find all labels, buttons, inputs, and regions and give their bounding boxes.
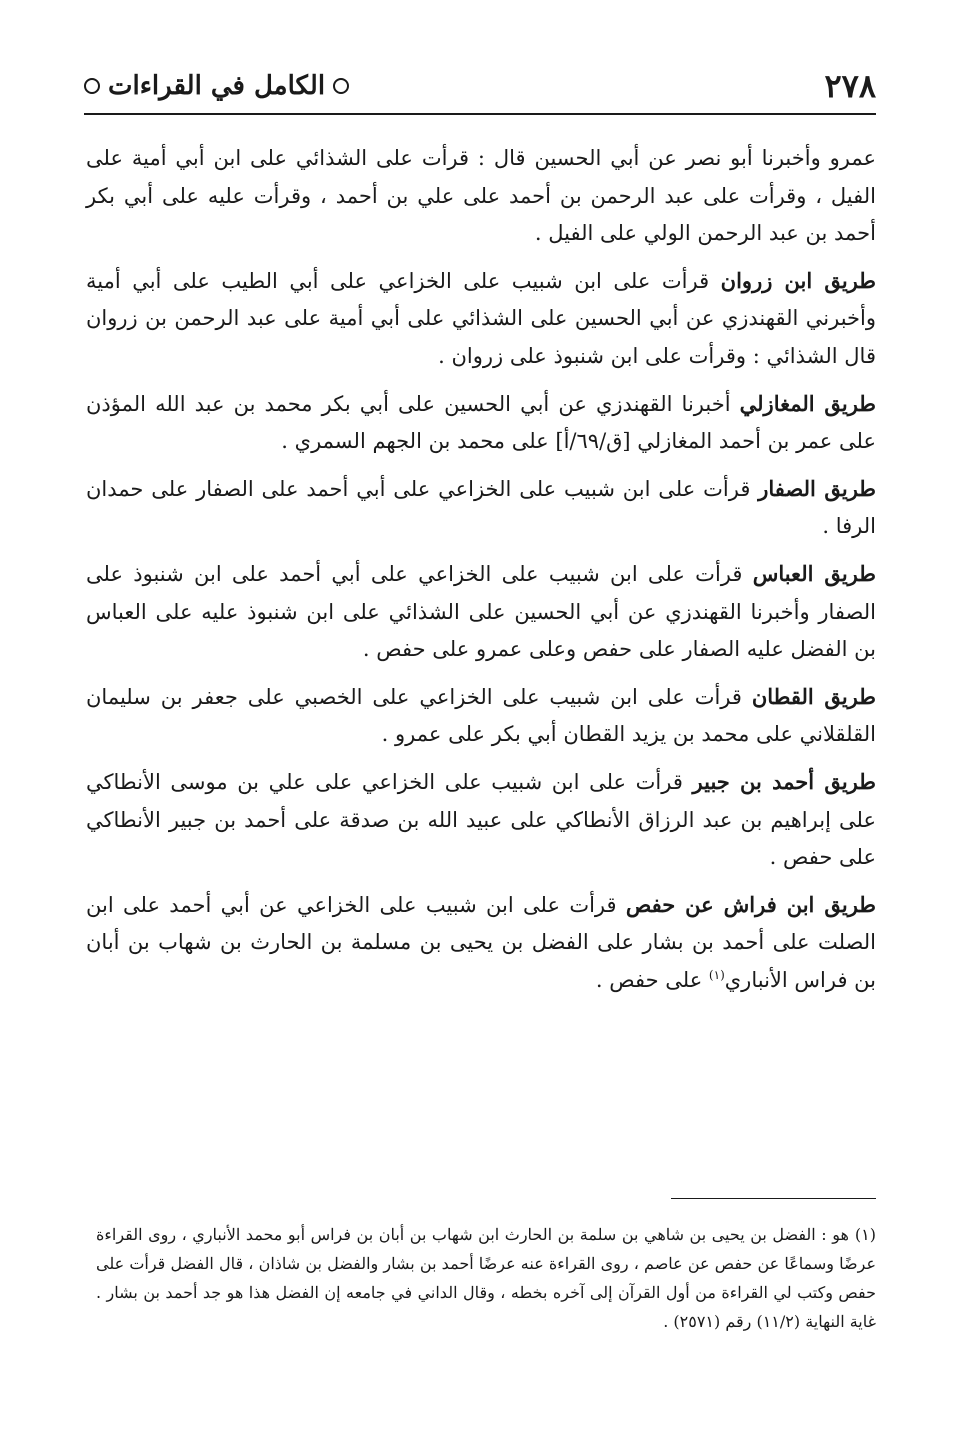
page-header: [84, 58, 876, 106]
paragraph-text: قرأت على ابن شبيب على الخزاعي على أبي الطيب على أبي أمية وأخبرني القهندزي عن أبي الحسين على الشذائي على أبي أمية على عبد الرحمن بن زروان قال الشذائي : وقرأت على ابن شنبوذ على زروان .: [86, 268, 876, 368]
paragraph: [86, 555, 876, 669]
route-heading: طريق المغازلي: [739, 390, 876, 416]
paragraph: [86, 763, 876, 877]
header-rule: [84, 113, 876, 115]
circle-ornament-icon: [333, 78, 349, 94]
footnote-entry: [96, 1220, 876, 1336]
paragraph: [86, 470, 876, 546]
footnote-separator: [671, 1198, 876, 1199]
paragraph-text: عمرو وأخبرنا أبو نصر عن أبي الحسين قال : قرأت على الشذائي على ابن أبي أمية على الفيل ، وقرأت على عبد الرحمن بن أحمد على علي بن أحمد ، وقرأت عليه على أبي بكر أحمد بن عبد الرحمن الولي على الفيل .: [86, 146, 876, 246]
paragraph: [86, 385, 876, 461]
route-heading: طريق الصفار: [758, 475, 876, 501]
paragraph-text: أخبرنا القهندزي عن أبي الحسين على أبي بكر محمد بن عبد الله المؤذن على عمر بن أحمد المغازلي [ق/٦٩/أ] على محمد بن الجهم السمري .: [86, 391, 876, 454]
paragraph: [86, 678, 876, 754]
footnote-reference[interactable]: (١): [708, 967, 725, 982]
route-heading: طريق أحمد بن جبير: [692, 768, 876, 794]
circle-ornament-icon: [84, 78, 100, 94]
main-text: [86, 140, 876, 1008]
page-number: ٢٧٨: [824, 67, 876, 105]
paragraph-text: قرأت على ابن شبيب على الخزاعي على علي بن موسى الأنطاكي على إبراهيم بن عبد الرزاق الأنطاكي على عبيد الله بن صدقة على أحمد بن جبير الأنطاكي على حفص .: [86, 769, 876, 870]
paragraph-text-tail: على حفص .: [595, 967, 703, 992]
footnote-number: (١): [854, 1225, 876, 1244]
route-heading: طريق القطان: [751, 683, 876, 709]
route-heading: طريق ابن فراش عن حفص: [625, 891, 876, 917]
footnote-text: هو : الفضل بن يحيى بن شاهي بن سلمة بن الحارث ابن شهاب بن أبان بن فراس أبو محمد الأنباري ، روى القراءة عرضًا وسماعًا عن حفص عن عاصم ، روى القراءة عنه عرضًا أحمد بن بشار والفضل بن شاذان ، قال الفضل قرأت على حفص وكتب لي القراءة من أول القرآن إلى آخره بخطه ، وقال الداني في جامعه إن الفضل هذا هو جد أحمد بن بشار . غاية النهاية (١١/٢) رقم (٢٥٧١) .: [96, 1225, 876, 1331]
running-title: [84, 66, 349, 106]
paragraph-text: قرأت على ابن شبيب على الخزاعي على أبي أحمد على ابن شنبوذ على الصفار وأخبرنا القهندزي عن أبي الحسين على الشذائي على ابن شنبوذ عليه على العباس بن الفضل عليه الصفار على حفص وعلى عمرو على حفص .: [86, 561, 876, 662]
paragraph-text: قرأت على ابن شبيب على الخزاعي على الخصبي على جعفر بن سليمان القلقلاني على محمد بن يزيد القطان أبي بكر على عمرو .: [86, 684, 876, 747]
route-heading: طريق ابن زروان: [720, 267, 876, 293]
footnote: [96, 1220, 876, 1336]
paragraph: [86, 140, 876, 253]
paragraph-text: قرأت على ابن شبيب على الخزاعي على أبي أحمد على الصفار على حمدان الرفا .: [86, 476, 876, 539]
route-heading: طريق العباس: [752, 560, 876, 586]
paragraph-text: قرأت على ابن شبيب على الخزاعي عن أبي أحمد على ابن الصلت على أحمد بن بشار على الفضل بن يحيى بن مسلمة بن الحارث بن شهاب بن أبان بن فراس الأنباري: [86, 892, 876, 992]
paragraph: [86, 886, 876, 1000]
paragraph: [86, 262, 876, 376]
running-title-text: الكامل في القراءات: [108, 71, 326, 101]
